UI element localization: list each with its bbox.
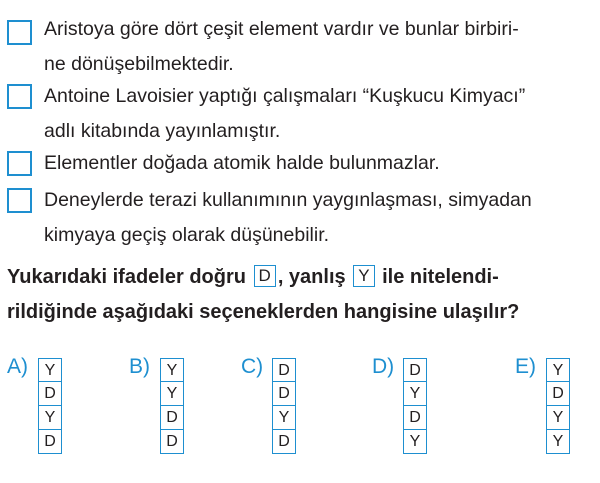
answer-cell: Y — [404, 430, 426, 454]
option-label: B) — [129, 355, 150, 378]
answer-cell: Y — [547, 358, 569, 382]
answer-column — [546, 358, 570, 454]
answer-cell: D — [39, 430, 61, 454]
answer-cell: Y — [161, 382, 183, 406]
statement-checkbox[interactable] — [7, 188, 32, 213]
statement-checkbox[interactable] — [7, 20, 32, 45]
answer-cell: Y — [547, 430, 569, 454]
answer-column — [38, 358, 62, 454]
question-part2: , yanlış — [277, 266, 346, 288]
answer-cell: D — [547, 382, 569, 406]
false-box: Y — [353, 265, 374, 287]
answer-cell: Y — [39, 358, 61, 382]
option-label: A) — [7, 355, 28, 378]
question-part3: ile nitelendi- rildiğinde aşağıdaki seçeneklerden hangisine ulaşılır? — [7, 266, 520, 323]
answer-column — [403, 358, 427, 454]
answer-cell: D — [404, 406, 426, 430]
statement-text: Antoine Lavoisier yaptığı çalışmaları “Kuşkucu Kimyacı” adlı kitabında yayınlamıştır. — [44, 85, 526, 142]
answer-cell: D — [39, 382, 61, 406]
answer-cell: D — [161, 430, 183, 454]
option-label: C) — [241, 355, 264, 378]
answer-cell: Y — [404, 382, 426, 406]
question-stem — [7, 260, 597, 330]
statement-checkbox[interactable] — [7, 84, 32, 109]
statement-text: Deneylerde terazi kullanımının yaygınlaşması, simyadan kimyaya geçiş olarak düşünebilir. — [44, 189, 532, 246]
true-box: D — [254, 265, 276, 287]
answer-cell: Y — [547, 406, 569, 430]
answer-cell: Y — [273, 406, 295, 430]
answer-column — [160, 358, 184, 454]
answer-cell: D — [273, 358, 295, 382]
answer-cell: D — [273, 430, 295, 454]
answer-cell: Y — [161, 358, 183, 382]
answer-cell: Y — [39, 406, 61, 430]
statement-text: Elementler doğada atomik halde bulunmazlar. — [44, 152, 440, 174]
answer-cell: D — [161, 406, 183, 430]
answer-column — [272, 358, 296, 454]
answer-cell: D — [273, 382, 295, 406]
statement-checkbox[interactable] — [7, 151, 32, 176]
statement-text: Aristoya göre dört çeşit element vardır ve bunlar birbiri- ne dönüşebilmektedir. — [44, 18, 519, 75]
answer-cell: D — [404, 358, 426, 382]
question-part1: Yukarıdaki ifadeler doğru — [7, 266, 246, 288]
option-label: D) — [372, 355, 395, 378]
option-label: E) — [515, 355, 536, 378]
